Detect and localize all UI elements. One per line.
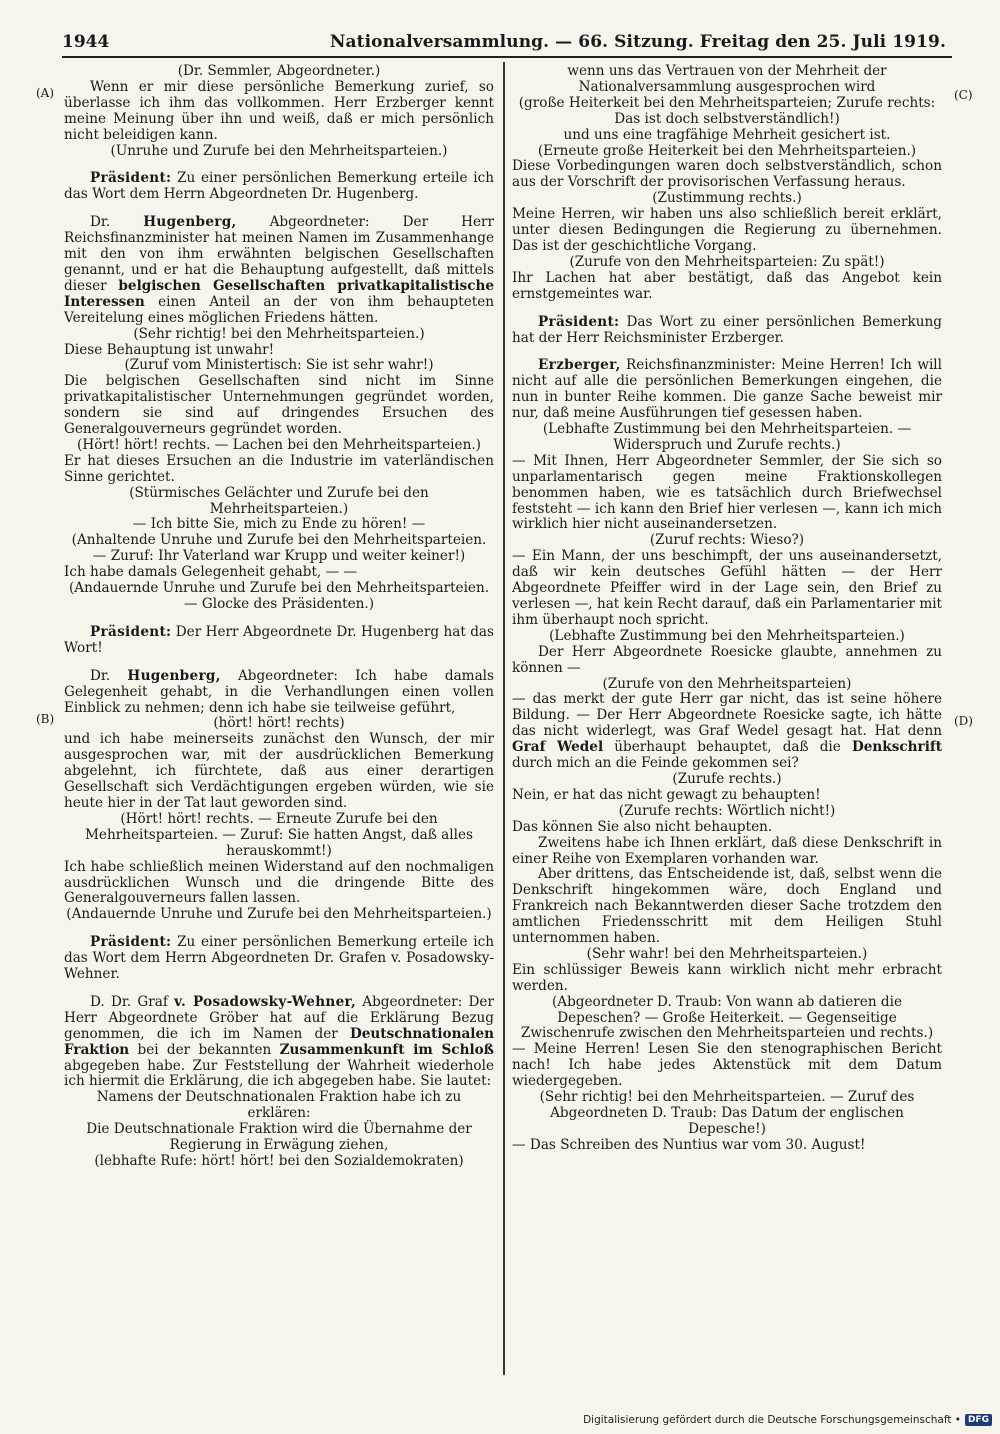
- paragraph: — Mit Ihnen, Herr Abgeordneter Semmler, der Sie sich so unparlamentarisch gegen meine Fraktionskollegen benommen haben, wie es tatsächlich durch Briefwechsel feststeht — ich kann den Brief hier verlesen —, kann ich mich wirklich hier nicht auseinandersetzen.: [512, 452, 942, 533]
- speaker-title: Dr.: [90, 667, 111, 684]
- interjection: (Lebhafte Zustimmung bei den Mehrheitsparteien. — Widerspruch und Zurufe rechts.): [542, 421, 912, 453]
- interjection: (Sehr richtig! bei den Mehrheitsparteien. — Zuruf des Abgeordneten D. Traub: Das Datum der englischen Depesche!): [539, 1089, 915, 1137]
- speech-text: Der Herr Abgeordnete Dr. Hugenberg hat das Wort!: [64, 623, 495, 656]
- paragraph: — Ich bitte Sie, mich zu Ende zu hören! —: [132, 516, 426, 533]
- speech-text: Abgeordneter: Der Herr Abgeordnete Gröber hat auf die Erklärung Bezug genommen, die ich im Namen der: [64, 993, 494, 1042]
- quoted-declaration: und uns eine tragfähige Mehrheit gesichert ist.: [563, 126, 891, 143]
- speech-text: Abgeordneter: Ich habe damals Gelegenheit gehabt, in die Verhandlungen einen vollen Einblick zu nehmen; denn ich habe sie teilweise geführt,: [64, 667, 494, 716]
- speech-text: Zu einer persönlichen Bemerkung erteile ich das Wort dem Herrn Abgeordneten Dr. Grafen v. Posadowsky-Wehner.: [64, 934, 494, 983]
- speaker-name: Präsident:: [90, 170, 172, 187]
- margin-mark-b: (B): [36, 712, 55, 726]
- paragraph: — Meine Herren! Lesen Sie den stenographischen Bericht nach! Ich habe jedes Aktenstück mit dem Datum wiedergegeben.: [512, 1041, 942, 1090]
- paragraph: Ich habe schließlich meinen Widerstand auf den nochmaligen ausdrücklichen Wunsch und die dringende Bitte des Generalgouverneurs fallen lassen.: [64, 858, 494, 907]
- left-column: [64, 64, 494, 1170]
- speech-paragraph: [64, 171, 494, 203]
- emphasis-text: belgischen Gesellschaften privatkapitalistische Interessen: [64, 277, 495, 310]
- speech-text: überhaupt behauptet, daß die: [614, 739, 841, 756]
- quoted-declaration: Die Deutschnationale Fraktion wird die Übernahme der Regierung in Erwägung ziehen,: [86, 1121, 472, 1154]
- speaker-name: Hugenberg,: [127, 667, 221, 684]
- interjection: (Abgeordneter D. Traub: Von wann ab datieren die Depeschen? — Große Heiterkeit. — Gegenseitige Zwischenrufe zwischen den Mehrheitsparteien und rechts.): [520, 993, 934, 1042]
- margin-mark-d: (D): [954, 714, 973, 728]
- interjection: (Zurufe von den Mehrheitsparteien): [602, 675, 852, 692]
- paragraph: Die belgischen Gesellschaften sind nicht im Sinne privatkapitalistischer Unternehmungen gegründet worden, sondern sie sind auf dringendes Ersuchen des Generalgouverneurs gegründet worden.: [64, 373, 494, 438]
- interjection: (Zuruf rechts: Wieso?): [649, 532, 805, 549]
- interjection: (Unruhe und Zurufe bei den Mehrheitsparteien.): [110, 142, 448, 159]
- interjection: (Lebhafte Zustimmung bei den Mehrheitsparteien.): [549, 627, 905, 644]
- interjection: (Hört! hört! rechts. — Erneute Zurufe bei den Mehrheitsparteien. — Zuruf: Sie hatten Angst, daß alles herauskommt!): [84, 810, 474, 859]
- interjection: (Zuruf vom Ministertisch: Sie ist sehr wahr!): [124, 357, 434, 374]
- speech-paragraph: [64, 935, 494, 983]
- interjection: (Anhaltende Unruhe und Zurufe bei den Mehrheitsparteien. — Zuruf: Ihr Vaterland war Krupp und weiter keiner!): [71, 532, 487, 565]
- speech-text: — das merkt der gute Herr gar nicht, das ist seine höhere Bildung. — Der Herr Abgeordnete Roesicke sagte, ich hätte das nicht widerlegt, was Graf Wedel gesagt hat. Hat denn: [512, 691, 942, 740]
- paragraph: Diese Vorbedingungen waren doch selbstverständlich, schon aus der Vorschrift der provisorischen Verfassung heraus.: [512, 158, 942, 191]
- paragraph: Ein schlüssiger Beweis kann wirklich nicht mehr erbracht werden.: [512, 961, 942, 994]
- paragraph: Wenn er mir diese persönliche Bemerkung zurief, so überlasse ich ihm das vollkommen. Herr Erzberger kennt meine Meinung über ihn und weiß, daß er mich persönlich nicht beleidigen kann.: [64, 78, 494, 143]
- interjection: (Hört! hört! rechts. — Lachen bei den Mehrheitsparteien.): [77, 436, 481, 453]
- speaker-title: D. Dr. Graf: [90, 993, 168, 1010]
- paragraph: Der Herr Abgeordnete Roesicke glaubte, annehmen zu können —: [512, 643, 942, 676]
- paragraph: Ich habe damals Gelegenheit gehabt, — —: [64, 564, 358, 581]
- interjection: (Zustimmung rechts.): [652, 190, 802, 207]
- speech-paragraph: [512, 358, 942, 422]
- paragraph: Meine Herren, wir haben uns also schließlich bereit erklärt, unter diesen Bedingungen die Regierung zu übernehmen. Das ist der geschichtliche Vorgang.: [512, 206, 942, 254]
- speech-text: Das Wort zu einer persönlichen Bemerkung hat der Herr Reichsminister Erzberger.: [512, 313, 942, 346]
- paragraph: Nein, er hat das nicht gewagt zu behaupten!: [512, 786, 821, 803]
- paragraph: Zweitens habe ich Ihnen erklärt, daß diese Denkschrift in einer Reihe von Exemplaren vorhanden war.: [512, 834, 942, 867]
- speaker-name: Präsident:: [538, 313, 620, 330]
- paragraph: — Das Schreiben des Nuntius war vom 30. August!: [512, 1136, 866, 1153]
- emphasis-text: Deutschnationalen Fraktion: [64, 1025, 494, 1058]
- speech-text: einen Anteil an der von ihm behaupteten Vereitelung eines möglichen Friedens hätten.: [64, 293, 494, 326]
- emphasis-text: Denkschrift: [851, 739, 942, 756]
- footer-credit: [583, 1414, 992, 1426]
- paragraph: — Ein Mann, der uns beschimpft, der uns auseinandersetzt, daß wir kein deutsches Gefühl hätten — der Herr Abgeordnete Pfeiffer wird in der Lage sein, den Brief zu verlesen —, hat kein Recht darauf, daß ein Parlamentarier mit ihm überhaupt noch spricht.: [512, 548, 943, 628]
- speaker-name: Präsident:: [90, 934, 172, 951]
- right-column: [512, 64, 942, 1154]
- column-divider: [503, 62, 505, 1375]
- speech-text: abgegeben habe. Zur Feststellung der Wahrheit wiederhole ich hiermit die Erklärung, die ich abgegeben habe. Sie lautet:: [64, 1057, 494, 1090]
- footer-text: Digitalisierung gefördert durch die Deutsche Forschungsgemeinschaft •: [583, 1414, 961, 1426]
- interjection: (Stürmisches Gelächter und Zurufe bei den Mehrheitsparteien.): [129, 484, 429, 517]
- paragraph: [512, 692, 942, 772]
- speech-paragraph: [512, 315, 942, 347]
- speech-paragraph: [64, 669, 494, 717]
- margin-mark-c: (C): [954, 88, 973, 102]
- page-number: 1944: [62, 32, 110, 52]
- interjection: (hört! hört! rechts): [213, 715, 345, 732]
- paragraph: Diese Behauptung ist unwahr!: [64, 341, 275, 358]
- speaker-name: Präsident:: [90, 623, 172, 640]
- continued-speaker: (Dr. Semmler, Abgeordneter.): [177, 63, 381, 79]
- speaker-name: v. Posadowsky-Wehner,: [174, 993, 357, 1010]
- dfg-logo: DFG: [965, 1414, 992, 1426]
- speech-text: Reichsfinanzminister: Meine Herren! Ich will nicht auf alle die persönlichen Bemerkungen eingehen, die nun in bunter Reihe kommen. Die ganze Sache beweist mir nur, daß meine Ausführungen tief gesessen haben.: [512, 357, 943, 422]
- paragraph: Das können Sie also nicht behaupten.: [512, 818, 773, 835]
- speech-paragraph: [64, 215, 494, 326]
- interjection: (Andauernde Unruhe und Zurufe bei den Mehrheitsparteien. — Glocke des Präsidenten.): [68, 580, 490, 612]
- interjection: (große Heiterkeit bei den Mehrheitsparteien; Zurufe rechts: Das ist doch selbstverständlich!): [518, 94, 936, 127]
- interjection: (Andauernde Unruhe und Zurufe bei den Mehrheitsparteien.): [66, 906, 492, 923]
- interjection: (Sehr richtig! bei den Mehrheitsparteien.): [133, 325, 425, 342]
- interjection: (Sehr wahr! bei den Mehrheitsparteien.): [586, 945, 868, 962]
- emphasis-text: Zusammenkunft im Schloß: [279, 1041, 495, 1058]
- paragraph: und ich habe meinerseits zunächst den Wunsch, der mir ausgesprochen war, mit der ausdrücklichen Bemerkung abgelehnt, ich fürchtete, daß aus einer derartigen Gesellschaft sich Verdächtigungen ergeben würden, wie sie heute hier in der Tat laut geworden sind.: [64, 731, 494, 811]
- emphasis-text: Graf Wedel: [512, 739, 604, 756]
- interjection: (lebhafte Rufe: hört! hört! bei den Sozialdemokraten): [94, 1153, 464, 1169]
- speaker-title: Dr.: [90, 214, 111, 231]
- speech-paragraph: [64, 995, 494, 1090]
- speech-text: bei der bekannten: [137, 1041, 272, 1058]
- interjection: (Erneute große Heiterkeit bei den Mehrheitsparteien.): [537, 142, 917, 159]
- speaker-name: Hugenberg,: [143, 214, 237, 231]
- interjection: (Zurufe von den Mehrheitsparteien: Zu spät!): [569, 253, 885, 270]
- paragraph: Aber drittens, das Entscheidende ist, daß, selbst wenn die Denkschrift hingekommen wäre, doch England und Frankreich nach Bekanntwerden dieser Sache trotzdem den amtlichen Friedensschritt mit dem Heiligen Stuhl unternommen haben.: [512, 866, 942, 947]
- paragraph: Er hat dieses Ersuchen an die Industrie im vaterländischen Sinne gerichtet.: [64, 452, 494, 485]
- margin-mark-a: (A): [36, 86, 55, 100]
- speaker-name: Erzberger,: [538, 357, 621, 374]
- running-title: Nationalversammlung. — 66. Sitzung. Freitag den 25. Juli 1919.: [329, 32, 946, 52]
- speech-text: durch mich an die Feinde gekommen sei?: [512, 755, 799, 772]
- quoted-declaration: wenn uns das Vertrauen von der Mehrheit der Nationalversammlung ausgesprochen wird: [567, 63, 887, 95]
- quoted-declaration: Namens der Deutschnationalen Fraktion habe ich zu erklären:: [96, 1089, 462, 1122]
- interjection: (Zurufe rechts.): [672, 770, 782, 787]
- interjection: (Zurufe rechts: Wörtlich nicht!): [618, 802, 836, 819]
- speech-text: Abgeordneter: Der Herr Reichsfinanzminister hat meinen Namen im Zusammenhange mit den von ihm erwähnten belgischen Gesellschaften genannt, und er hat die Behauptung aufgestellt, daß mittels dieser: [64, 214, 494, 294]
- speech-text: Zu einer persönlichen Bemerkung erteile ich das Wort dem Herrn Abgeordneten Dr. Hugenberg.: [64, 170, 494, 203]
- page-header: [62, 30, 952, 58]
- paragraph: Ihr Lachen hat aber bestätigt, daß das Angebot kein ernstgemeintes war.: [512, 269, 942, 302]
- speech-paragraph: [64, 625, 494, 657]
